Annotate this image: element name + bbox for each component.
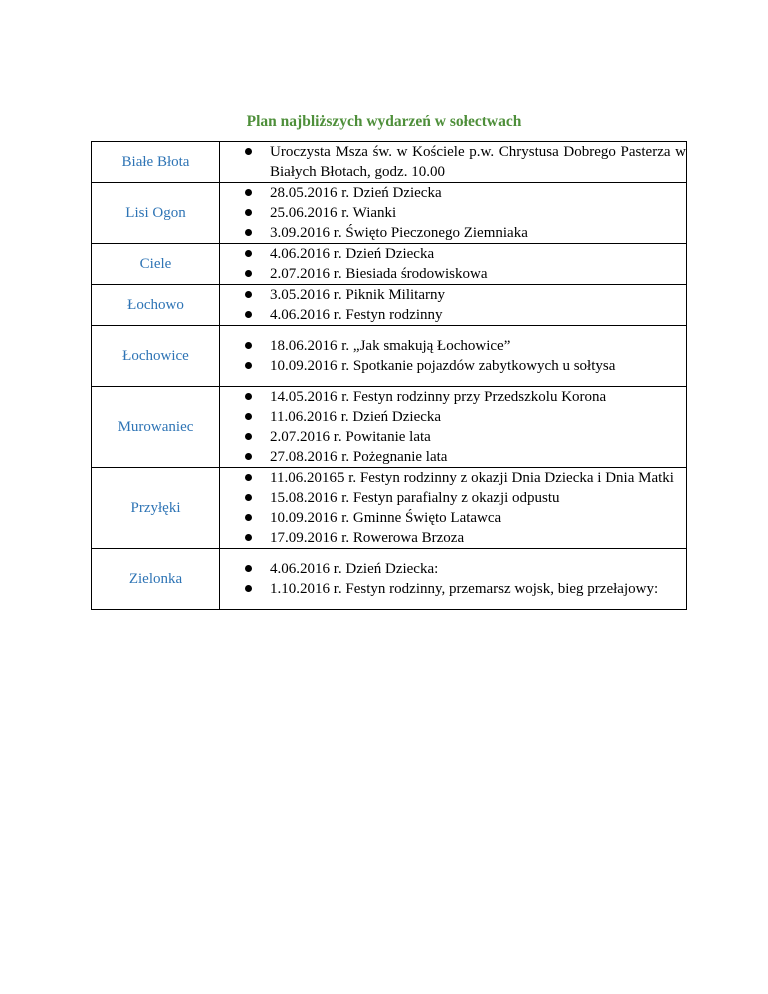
table-row (92, 549, 687, 610)
village-name: Łochowice (92, 326, 220, 387)
event-item: 3.09.2016 r. Święto Pieczonego Ziemniaka (220, 223, 686, 243)
event-item: 2.07.2016 r. Biesiada środowiskowa (220, 264, 686, 284)
event-list (220, 183, 686, 243)
bullet-icon (245, 311, 252, 318)
bullet-icon (245, 565, 252, 572)
event-item: 18.06.2016 r. „Jak smakują Łochowice” (220, 336, 686, 356)
village-name: Białe Błota (92, 142, 220, 183)
table-row (92, 142, 687, 183)
event-item: 4.06.2016 r. Dzień Dziecka: (220, 559, 686, 579)
event-item: Uroczysta Msza św. w Kościele p.w. Chrystusa Dobrego Pasterza w Białych Błotach, godz. 10.00 (220, 142, 686, 182)
bullet-icon (245, 291, 252, 298)
event-list (220, 142, 686, 182)
event-list-cell (220, 387, 687, 468)
event-list (220, 285, 686, 325)
bullet-icon (245, 229, 252, 236)
bullet-icon (245, 250, 252, 257)
event-list-cell (220, 183, 687, 244)
table-row (92, 326, 687, 387)
page-title: Plan najbliższych wydarzeń w sołectwach (246, 113, 522, 130)
event-list-cell (220, 468, 687, 549)
event-item: 27.08.2016 r. Pożegnanie lata (220, 447, 686, 467)
event-item: 25.06.2016 r. Wianki (220, 203, 686, 223)
bullet-icon (245, 433, 252, 440)
event-item: 4.06.2016 r. Dzień Dziecka (220, 244, 686, 264)
village-name: Łochowo (92, 285, 220, 326)
event-list-cell (220, 285, 687, 326)
bullet-icon (245, 474, 252, 481)
event-item: 3.05.2016 r. Piknik Militarny (220, 285, 686, 305)
event-item: 1.10.2016 r. Festyn rodzinny, przemarsz wojsk, bieg przełajowy: (220, 579, 686, 599)
village-name: Murowaniec (92, 387, 220, 468)
event-item: 11.06.2016 r. Dzień Dziecka (220, 407, 686, 427)
village-name: Przyłęki (92, 468, 220, 549)
event-item: 17.09.2016 r. Rowerowa Brzoza (220, 528, 686, 548)
bullet-icon (245, 494, 252, 501)
event-list-cell (220, 326, 687, 387)
table-row (92, 468, 687, 549)
bullet-icon (245, 585, 252, 592)
event-list (220, 468, 686, 548)
event-list (220, 387, 686, 467)
table-row (92, 387, 687, 468)
events-table (91, 141, 687, 610)
bullet-icon (245, 362, 252, 369)
bullet-icon (245, 342, 252, 349)
village-name: Zielonka (92, 549, 220, 610)
table-row (92, 285, 687, 326)
event-list (220, 244, 686, 284)
bullet-icon (245, 393, 252, 400)
event-item: 15.08.2016 r. Festyn parafialny z okazji odpustu (220, 488, 686, 508)
bullet-icon (245, 534, 252, 541)
village-name: Lisi Ogon (92, 183, 220, 244)
bullet-icon (245, 209, 252, 216)
event-list-cell (220, 142, 687, 183)
bullet-icon (245, 514, 252, 521)
event-list (220, 559, 686, 599)
event-item: 28.05.2016 r. Dzień Dziecka (220, 183, 686, 203)
event-item: 11.06.20165 r. Festyn rodzinny z okazji Dnia Dziecka i Dnia Matki (220, 468, 686, 488)
bullet-icon (245, 413, 252, 420)
event-item: 4.06.2016 r. Festyn rodzinny (220, 305, 686, 325)
event-item: 14.05.2016 r. Festyn rodzinny przy Przedszkolu Korona (220, 387, 686, 407)
event-list (220, 336, 686, 376)
event-item: 10.09.2016 r. Spotkanie pojazdów zabytkowych u sołtysa (220, 356, 686, 376)
event-list-cell (220, 244, 687, 285)
event-item: 10.09.2016 r. Gminne Święto Latawca (220, 508, 686, 528)
event-item: 2.07.2016 r. Powitanie lata (220, 427, 686, 447)
bullet-icon (245, 270, 252, 277)
bullet-icon (245, 148, 252, 155)
table-row (92, 183, 687, 244)
event-list-cell (220, 549, 687, 610)
table-row (92, 244, 687, 285)
bullet-icon (245, 189, 252, 196)
bullet-icon (245, 453, 252, 460)
village-name: Ciele (92, 244, 220, 285)
